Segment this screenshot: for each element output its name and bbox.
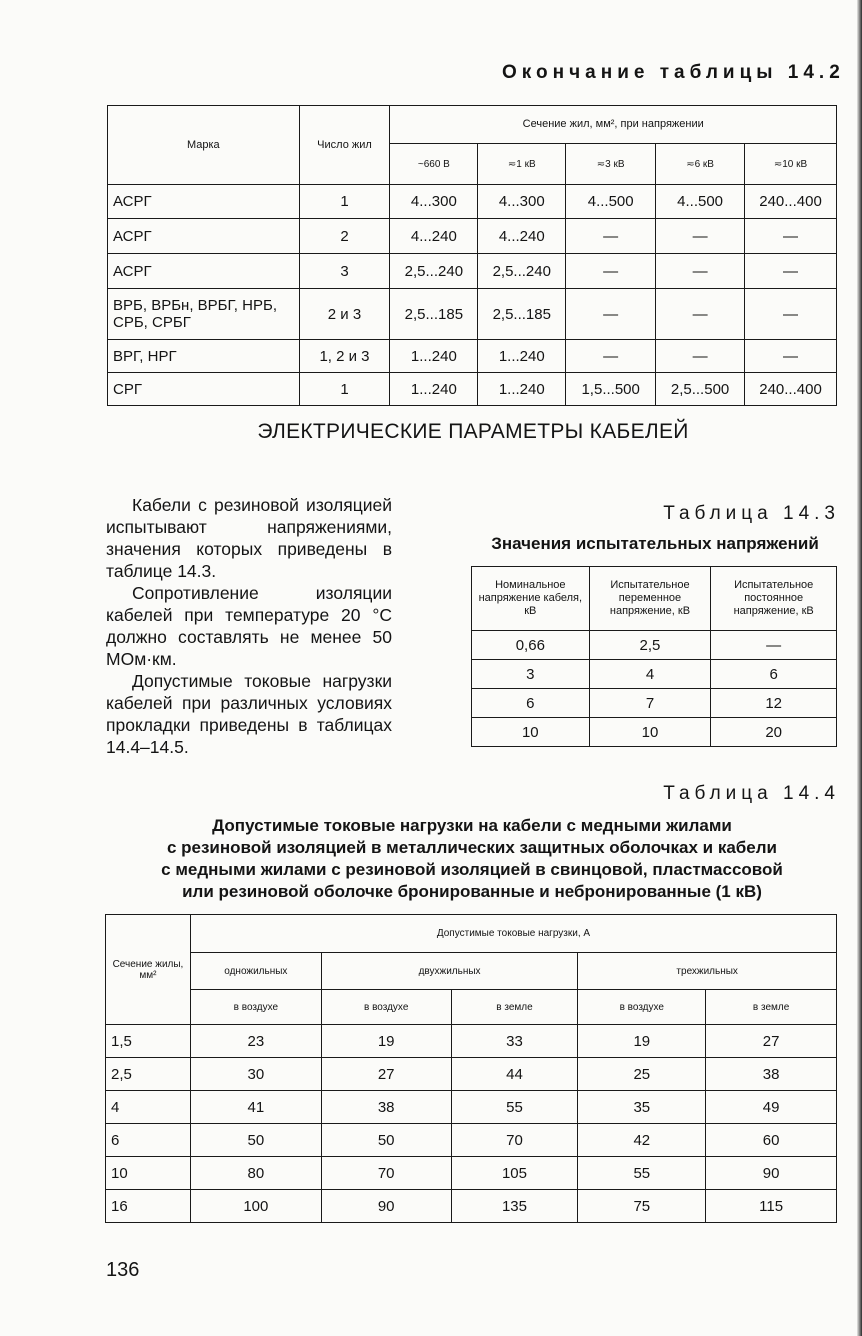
table-row xyxy=(106,1058,837,1091)
cell-value: 0,66 xyxy=(472,631,590,660)
cell-value: 10 xyxy=(589,718,711,747)
cell-value: 12 xyxy=(711,689,837,718)
table-row xyxy=(106,1157,837,1190)
header-in-air: в воздухе xyxy=(578,990,706,1025)
cell-value: 10 xyxy=(472,718,590,747)
header-single-core: одножильных xyxy=(190,953,321,990)
cell-value: — xyxy=(711,631,837,660)
cell-value: 55 xyxy=(451,1091,578,1124)
cell-value: 19 xyxy=(321,1025,451,1058)
cell-section: 10 xyxy=(106,1157,191,1190)
cell-cores: 1, 2 и 3 xyxy=(299,340,390,373)
cell-mark: АСРГ xyxy=(108,254,300,289)
cell-value: 23 xyxy=(190,1025,321,1058)
cell-cores: 2 xyxy=(299,219,390,254)
header-in-air: в воздухе xyxy=(190,990,321,1025)
header-voltage: ≂3 кВ xyxy=(566,144,656,185)
table-row xyxy=(108,373,837,406)
cell-value: 75 xyxy=(578,1190,706,1223)
cell-value: 35 xyxy=(578,1091,706,1124)
table-row xyxy=(472,689,837,718)
cell-value: 240...400 xyxy=(745,185,837,219)
title-line: Допустимые токовые нагрузки на кабели с медными жилами xyxy=(212,816,732,835)
cell-value: 2,5...185 xyxy=(390,289,478,340)
header-voltage: ~660 В xyxy=(390,144,478,185)
cell-value: 2,5 xyxy=(589,631,711,660)
cell-cores: 1 xyxy=(299,185,390,219)
page-header: Окончание таблицы 14.2 xyxy=(502,62,845,83)
page-number: 136 xyxy=(106,1259,140,1281)
cell-value: 6 xyxy=(711,660,837,689)
cell-value: — xyxy=(656,219,745,254)
cell-value: 1...240 xyxy=(478,373,566,406)
header-mark: Марка xyxy=(108,106,300,185)
cell-value: 105 xyxy=(451,1157,578,1190)
body-text xyxy=(106,494,392,758)
cell-value: 4...300 xyxy=(478,185,566,219)
table-row xyxy=(106,1190,837,1223)
cell-value: — xyxy=(566,340,656,373)
title-line: с резиновой изоляцией в металлических защитных оболочках и кабели xyxy=(166,838,778,857)
cell-value: — xyxy=(656,289,745,340)
paragraph: Сопротивление изоляции кабелей при температуре 20 °С должно составлять не менее 50 МОм·км. xyxy=(106,583,392,669)
cell-value: 44 xyxy=(451,1058,578,1091)
header-section-group: Сечение жил, мм², при напряжении xyxy=(390,106,837,144)
cell-value: 19 xyxy=(578,1025,706,1058)
table-row xyxy=(108,254,837,289)
header-in-ground: в земле xyxy=(451,990,578,1025)
cell-mark: АСРГ xyxy=(108,219,300,254)
cell-value: 60 xyxy=(706,1124,837,1157)
cell-mark: АСРГ xyxy=(108,185,300,219)
table-14-3 xyxy=(471,566,837,747)
section-heading: ЭЛЕКТРИЧЕСКИЕ ПАРАМЕТРЫ КАБЕЛЕЙ xyxy=(257,420,689,443)
title-line: или резиновой оболочке бронированные и небронированные (1 кВ) xyxy=(182,882,762,901)
cell-value: — xyxy=(745,340,837,373)
cell-mark: ВРГ, НРГ xyxy=(108,340,300,373)
table-row xyxy=(106,1025,837,1058)
cell-value: 38 xyxy=(321,1091,451,1124)
cell-value: 1...240 xyxy=(390,340,478,373)
cell-mark: ВРБ, ВРБн, ВРБГ, НРБ, СРБ, СРБГ xyxy=(108,289,300,340)
cell-value: — xyxy=(656,254,745,289)
cell-value: 240...400 xyxy=(745,373,837,406)
table-row xyxy=(472,660,837,689)
table-row xyxy=(108,289,837,340)
cell-value: 50 xyxy=(321,1124,451,1157)
cell-value: — xyxy=(566,219,656,254)
header-load-group: Допустимые токовые нагрузки, А xyxy=(190,915,836,953)
cell-value: 25 xyxy=(578,1058,706,1091)
cell-value: 4...300 xyxy=(390,185,478,219)
cell-value: 50 xyxy=(190,1124,321,1157)
header-voltage: ≂10 кВ xyxy=(745,144,837,185)
cell-value: 80 xyxy=(190,1157,321,1190)
cell-value: 1,5...500 xyxy=(566,373,656,406)
cell-section: 16 xyxy=(106,1190,191,1223)
table-row xyxy=(108,219,837,254)
cell-section: 2,5 xyxy=(106,1058,191,1091)
cell-value: 70 xyxy=(321,1157,451,1190)
table-14-2 xyxy=(107,105,837,406)
cell-value: 27 xyxy=(321,1058,451,1091)
cell-value: 4 xyxy=(589,660,711,689)
cell-cores: 1 xyxy=(299,373,390,406)
cell-value: — xyxy=(745,289,837,340)
cell-value: 6 xyxy=(472,689,590,718)
cell-value: 115 xyxy=(706,1190,837,1223)
cell-section: 4 xyxy=(106,1091,191,1124)
cell-value: 49 xyxy=(706,1091,837,1124)
cell-value: 38 xyxy=(706,1058,837,1091)
cell-value: 90 xyxy=(706,1157,837,1190)
title-line: с медными жилами с резиновой изоляцией в свинцовой, пластмассовой xyxy=(161,860,783,879)
cell-value: 55 xyxy=(578,1157,706,1190)
header-in-air: в воздухе xyxy=(321,990,451,1025)
cell-value: 100 xyxy=(190,1190,321,1223)
cell-value: 70 xyxy=(451,1124,578,1157)
cell-value: 1...240 xyxy=(478,340,566,373)
paragraph: Допустимые токовые нагрузки кабелей при различных условиях прокладки приведены в таблицах 14.4–14.5. xyxy=(106,671,392,757)
cell-value: — xyxy=(566,289,656,340)
cell-section: 1,5 xyxy=(106,1025,191,1058)
table-title xyxy=(107,815,837,903)
cell-value: 2,5...185 xyxy=(478,289,566,340)
cell-cores: 3 xyxy=(299,254,390,289)
cell-value: 30 xyxy=(190,1058,321,1091)
cell-cores: 2 и 3 xyxy=(299,289,390,340)
cell-value: 135 xyxy=(451,1190,578,1223)
table-row xyxy=(108,340,837,373)
cell-mark: СРГ xyxy=(108,373,300,406)
paragraph: Кабели с резиновой изоляцией испытывают напряжениями, значения которых приведены в таблице 14.3. xyxy=(106,495,392,581)
table-label: Таблица 14.3 xyxy=(663,503,840,524)
header-cell: Испытательное переменное напряжение, кВ xyxy=(589,567,711,631)
cell-value: 4...240 xyxy=(478,219,566,254)
binding-edge xyxy=(857,0,862,1336)
header-cell: Испытательное постоянное напряжение, кВ xyxy=(711,567,837,631)
cell-value: 41 xyxy=(190,1091,321,1124)
cell-value: 33 xyxy=(451,1025,578,1058)
cell-value: 4...240 xyxy=(390,219,478,254)
cell-value: 7 xyxy=(589,689,711,718)
cell-value: — xyxy=(656,340,745,373)
table-row xyxy=(106,1124,837,1157)
cell-value: 90 xyxy=(321,1190,451,1223)
header-two-core: двухжильных xyxy=(321,953,578,990)
table-14-4 xyxy=(105,914,837,1223)
cell-value: — xyxy=(566,254,656,289)
cell-value: 20 xyxy=(711,718,837,747)
table-row xyxy=(108,185,837,219)
table-row xyxy=(472,631,837,660)
cell-value: 2,5...500 xyxy=(656,373,745,406)
cell-value: 3 xyxy=(472,660,590,689)
header-cores: Число жил xyxy=(299,106,390,185)
cell-value: 1...240 xyxy=(390,373,478,406)
cell-value: 4...500 xyxy=(656,185,745,219)
table-label: Таблица 14.4 xyxy=(663,783,840,804)
header-voltage: ≂6 кВ xyxy=(656,144,745,185)
cell-value: 42 xyxy=(578,1124,706,1157)
header-cell: Номинальное напряжение кабеля, кВ xyxy=(472,567,590,631)
cell-value: 2,5...240 xyxy=(390,254,478,289)
table-title: Значения испытательных напряжений xyxy=(491,534,819,553)
header-three-core: трехжильных xyxy=(578,953,837,990)
cell-section: 6 xyxy=(106,1124,191,1157)
table-row xyxy=(472,718,837,747)
cell-value: — xyxy=(745,219,837,254)
cell-value: — xyxy=(745,254,837,289)
table-row xyxy=(106,1091,837,1124)
header-section: Сечение жилы, мм² xyxy=(106,915,191,1025)
cell-value: 27 xyxy=(706,1025,837,1058)
header-voltage: ≂1 кВ xyxy=(478,144,566,185)
cell-value: 4...500 xyxy=(566,185,656,219)
cell-value: 2,5...240 xyxy=(478,254,566,289)
header-in-ground: в земле xyxy=(706,990,837,1025)
